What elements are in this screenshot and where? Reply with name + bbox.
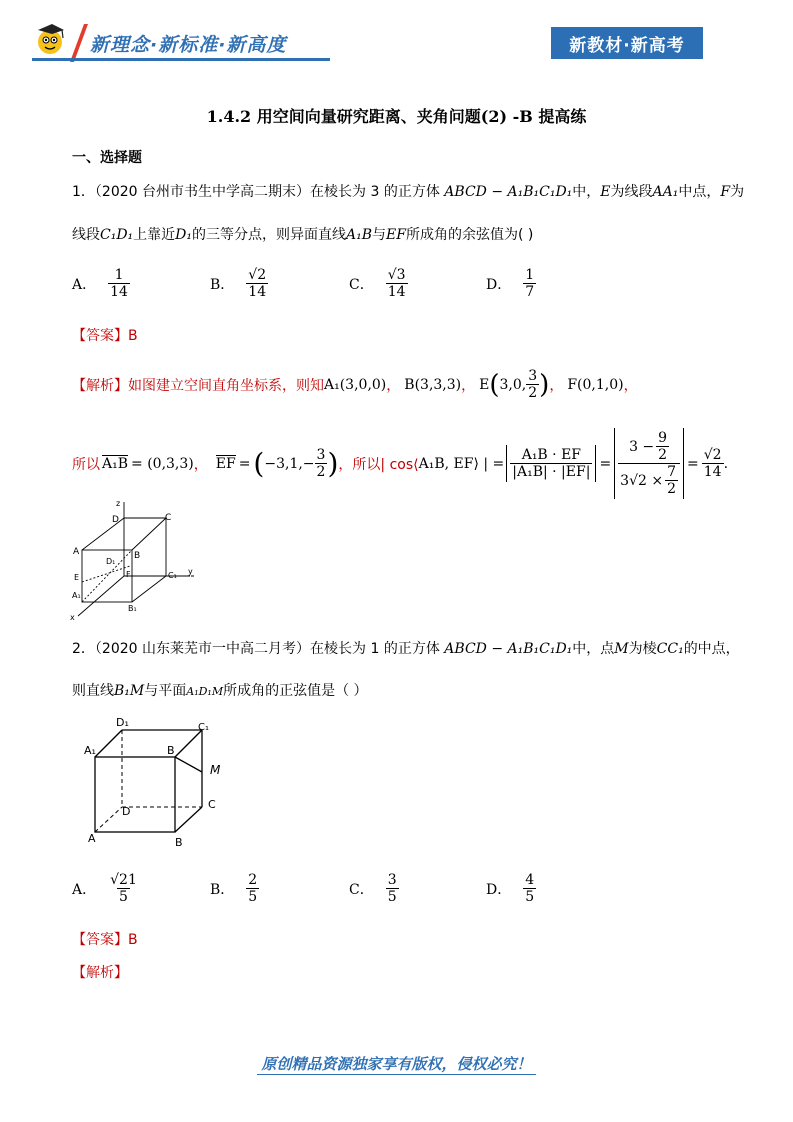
q1-line2: 线段C₁D₁上靠近D₁的三等分点，则异面直线A₁B与EF所成角的余弦值为( )	[72, 227, 534, 243]
label-D: D	[112, 515, 119, 525]
label-D1: D₁	[116, 716, 129, 729]
label-z: z	[116, 499, 121, 508]
q1-line1: 1．（2020 台州市书生中学高二期末）在棱长为 3 的正方体 ABCD − A₁B₁C₁D₁中，E为线段AA₁中点，F为	[72, 184, 745, 200]
q1-answer: 【答案】B	[72, 328, 138, 344]
q1-option-b[interactable]: B． $\frac{√2}{14}$	[210, 267, 267, 300]
q1-option-a[interactable]: A． $\frac{1}{14}$	[72, 267, 128, 300]
page-title: 1.4.2 用空间向量研究距离、夹角问题(2) -B 提高练	[206, 107, 587, 126]
q1-analysis-line2: 所以 A₁B = (0,3,3) ， EF = ( −3,1,− $\frac{3}{2}$ ) ，所以| cos⟨ A₁B, EF ⟩ | = $\frac{\text{A₁B · EF}}{\text{|A₁B| · |EF|}}$ = 3 − $\frac{9}{2}$ 3√2 × $\frac{7}{2}$ = $\frac{√2}{14}$ .	[72, 430, 729, 497]
label-E: E	[74, 573, 80, 582]
q2-option-a[interactable]: A． $\frac{√21}{5}$	[72, 872, 137, 905]
q2-line1: 2．（2020 山东莱芜市一中高二月考）在棱长为 1 的正方体 ABCD − A₁B₁C₁D₁中，点M为棱CC₁的中点，	[72, 641, 740, 657]
label-A: A	[73, 547, 80, 557]
q1-analysis-line1: 【解析】 如图建立空间直角坐标系，则知 A₁(3,0,0) ， B(3,3,3) ， E ( 3,0, $\frac{3}{2}$ ) ， F(0,1,0) ，	[72, 368, 638, 401]
label-M: M	[210, 763, 221, 777]
label-D1: D₁	[106, 557, 116, 566]
q1-option-c[interactable]: C． $\frac{√3}{14}$	[349, 267, 406, 300]
q2-option-d[interactable]: D． $\frac{4}{5}$	[486, 872, 535, 905]
q2-analysis: 【解析】	[72, 965, 128, 981]
section-heading: 一、选择题	[72, 150, 142, 166]
label-C: C	[165, 513, 172, 523]
header-slogan: 新理念·新标准·新高度	[90, 34, 287, 56]
label-A1: A₁	[72, 591, 81, 600]
label-B: B	[167, 744, 175, 757]
q1-option-d[interactable]: D． $\frac{1}{7}$	[486, 267, 535, 300]
label-x: x	[70, 613, 75, 622]
q2-option-c[interactable]: C． $\frac{3}{5}$	[349, 872, 397, 905]
header-badge: 新教材·新高考	[551, 27, 703, 59]
q2-cube-figure	[80, 712, 230, 852]
label-A1: A₁	[84, 744, 96, 757]
q1-cube-figure	[68, 498, 208, 622]
label-D: D	[122, 805, 131, 818]
footer-copyright: 原创精品资源独家享有版权，侵权必究！	[0, 1053, 793, 1074]
label-C1: C₁	[198, 722, 209, 733]
q2-option-b[interactable]: B． $\frac{2}{5}$	[210, 872, 258, 905]
q2-answer: 【答案】B	[72, 932, 138, 948]
header-underline	[32, 58, 330, 61]
label-B: B	[134, 551, 141, 561]
label-y: y	[188, 567, 193, 576]
label-A: A	[88, 832, 96, 845]
x-axis-edge	[78, 576, 124, 616]
label-B1: B₁	[128, 604, 137, 613]
label-B-bottom: B	[175, 836, 183, 849]
mascot-icon	[32, 18, 88, 62]
q2-line2: 则直线B₁M与平面A₁D₁M所成角的正弦值是（ ）	[72, 683, 368, 699]
label-C1: C₁	[168, 571, 177, 580]
label-F: F	[126, 570, 131, 579]
label-C: C	[208, 798, 216, 811]
